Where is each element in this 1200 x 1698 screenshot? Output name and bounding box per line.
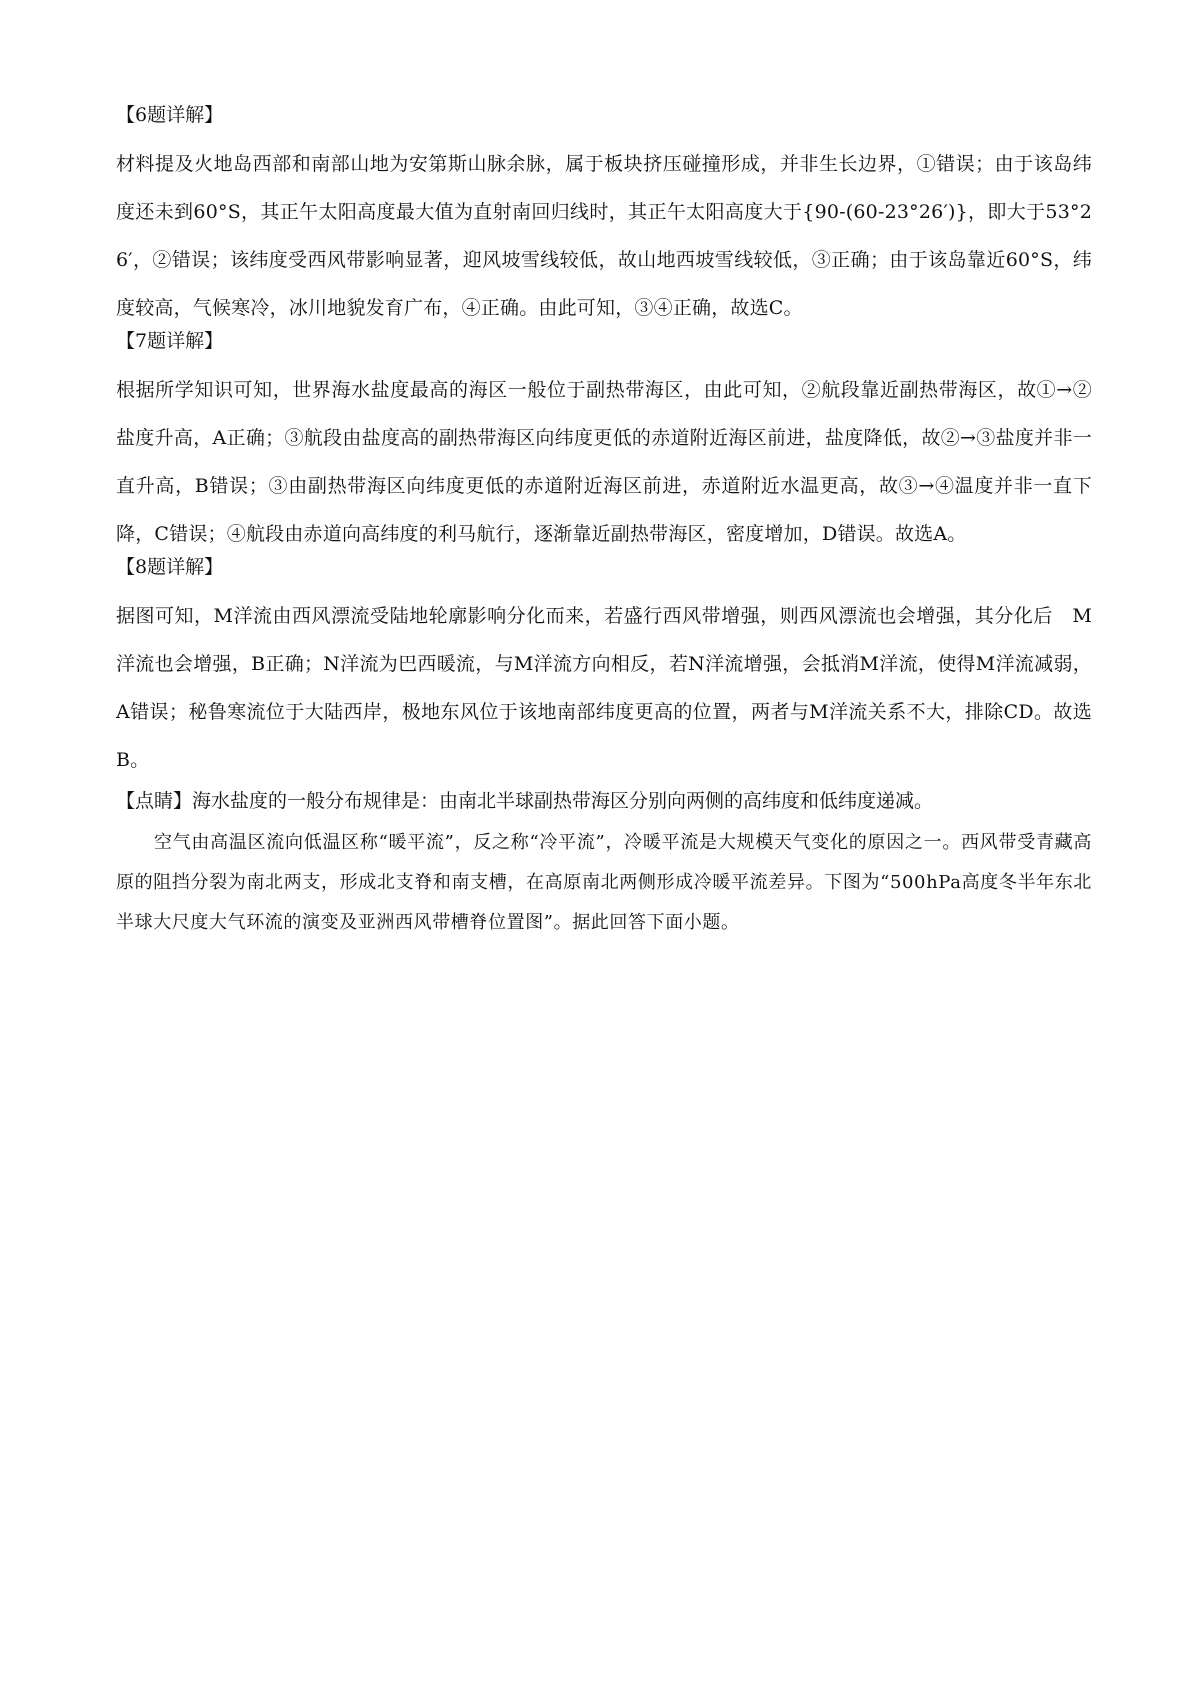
key-point-text: 海水盐度的一般分布规律是：由南北半球副热带海区分别向两侧的高纬度和低纬度递减。 — [192, 790, 934, 812]
key-point-note — [116, 786, 1092, 817]
section-8-body: 据图可知，M洋流由西风漂流受陆地轮廓影响分化而来，若盛行西风带增强，则西风漂流也会增强，其分化后 M洋流也会增强，B正确；N洋流为巴西暖流，与M洋流方向相反，若N洋流增强，会抵消M洋流，使得M洋流减弱，A错误；秘鲁寒流位于大陆西岸，极地东风位于该地南部纬度更高的位置，两者与M洋流关系不大，排除CD。故选B。 — [116, 605, 1092, 771]
key-point-label: 【点睛】 — [116, 790, 193, 812]
section-6-body: 材料提及火地岛西部和南部山地为安第斯山脉余脉，属于板块挤压碰撞形成，并非生长边界，①错误；由于该岛纬度还未到60°S，其正午太阳高度最大值为直射南回归线时，其正午太阳高度大于{90-(60-23°26′)}，即大于53°26′，②错误；该纬度受西风带影响显著，迎风坡雪线较低，故山地西坡雪线较低，③正确；由于该岛靠近60°S，纬度较高，气候寒冷，冰川地貌发育广布，④正确。由此可知，③④正确，故选C。 — [116, 153, 1092, 319]
answer-explanations — [116, 100, 1092, 943]
section-6-heading: 【6题详解】 — [116, 104, 224, 126]
question-material-text: 空气由高温区流向低温区称“暖平流”，反之称“冷平流”，冷暖平流是大规模天气变化的原因之一。西风带受青藏高原的阻挡分裂为南北两支，形成北支脊和南支槽，在高原南北两侧形成冷暖平流差异。下图为“500hPa高度冬半年东北半球大尺度大气环流的演变及亚洲西风带槽脊位置图”。据此回答下面小题。 — [116, 832, 1092, 933]
section-7-body: 根据所学知识可知，世界海水盐度最高的海区一般位于副热带海区，由此可知，②航段靠近副热带海区，故①→②盐度升高，A正确；③航段由盐度高的副热带海区向纬度更低的赤道附近海区前进，盐度降低，故②→③盐度并非一直升高，B错误；③由副热带海区向纬度更低的赤道附近海区前进，赤道附近水温更高，故③→④温度并非一直下降，C错误；④航段由赤道向高纬度的利马航行，逐渐靠近副热带海区，密度增加，D错误。故选A。 — [116, 379, 1092, 545]
section-8-heading: 【8题详解】 — [116, 556, 224, 578]
section-7-heading: 【7题详解】 — [116, 330, 224, 352]
